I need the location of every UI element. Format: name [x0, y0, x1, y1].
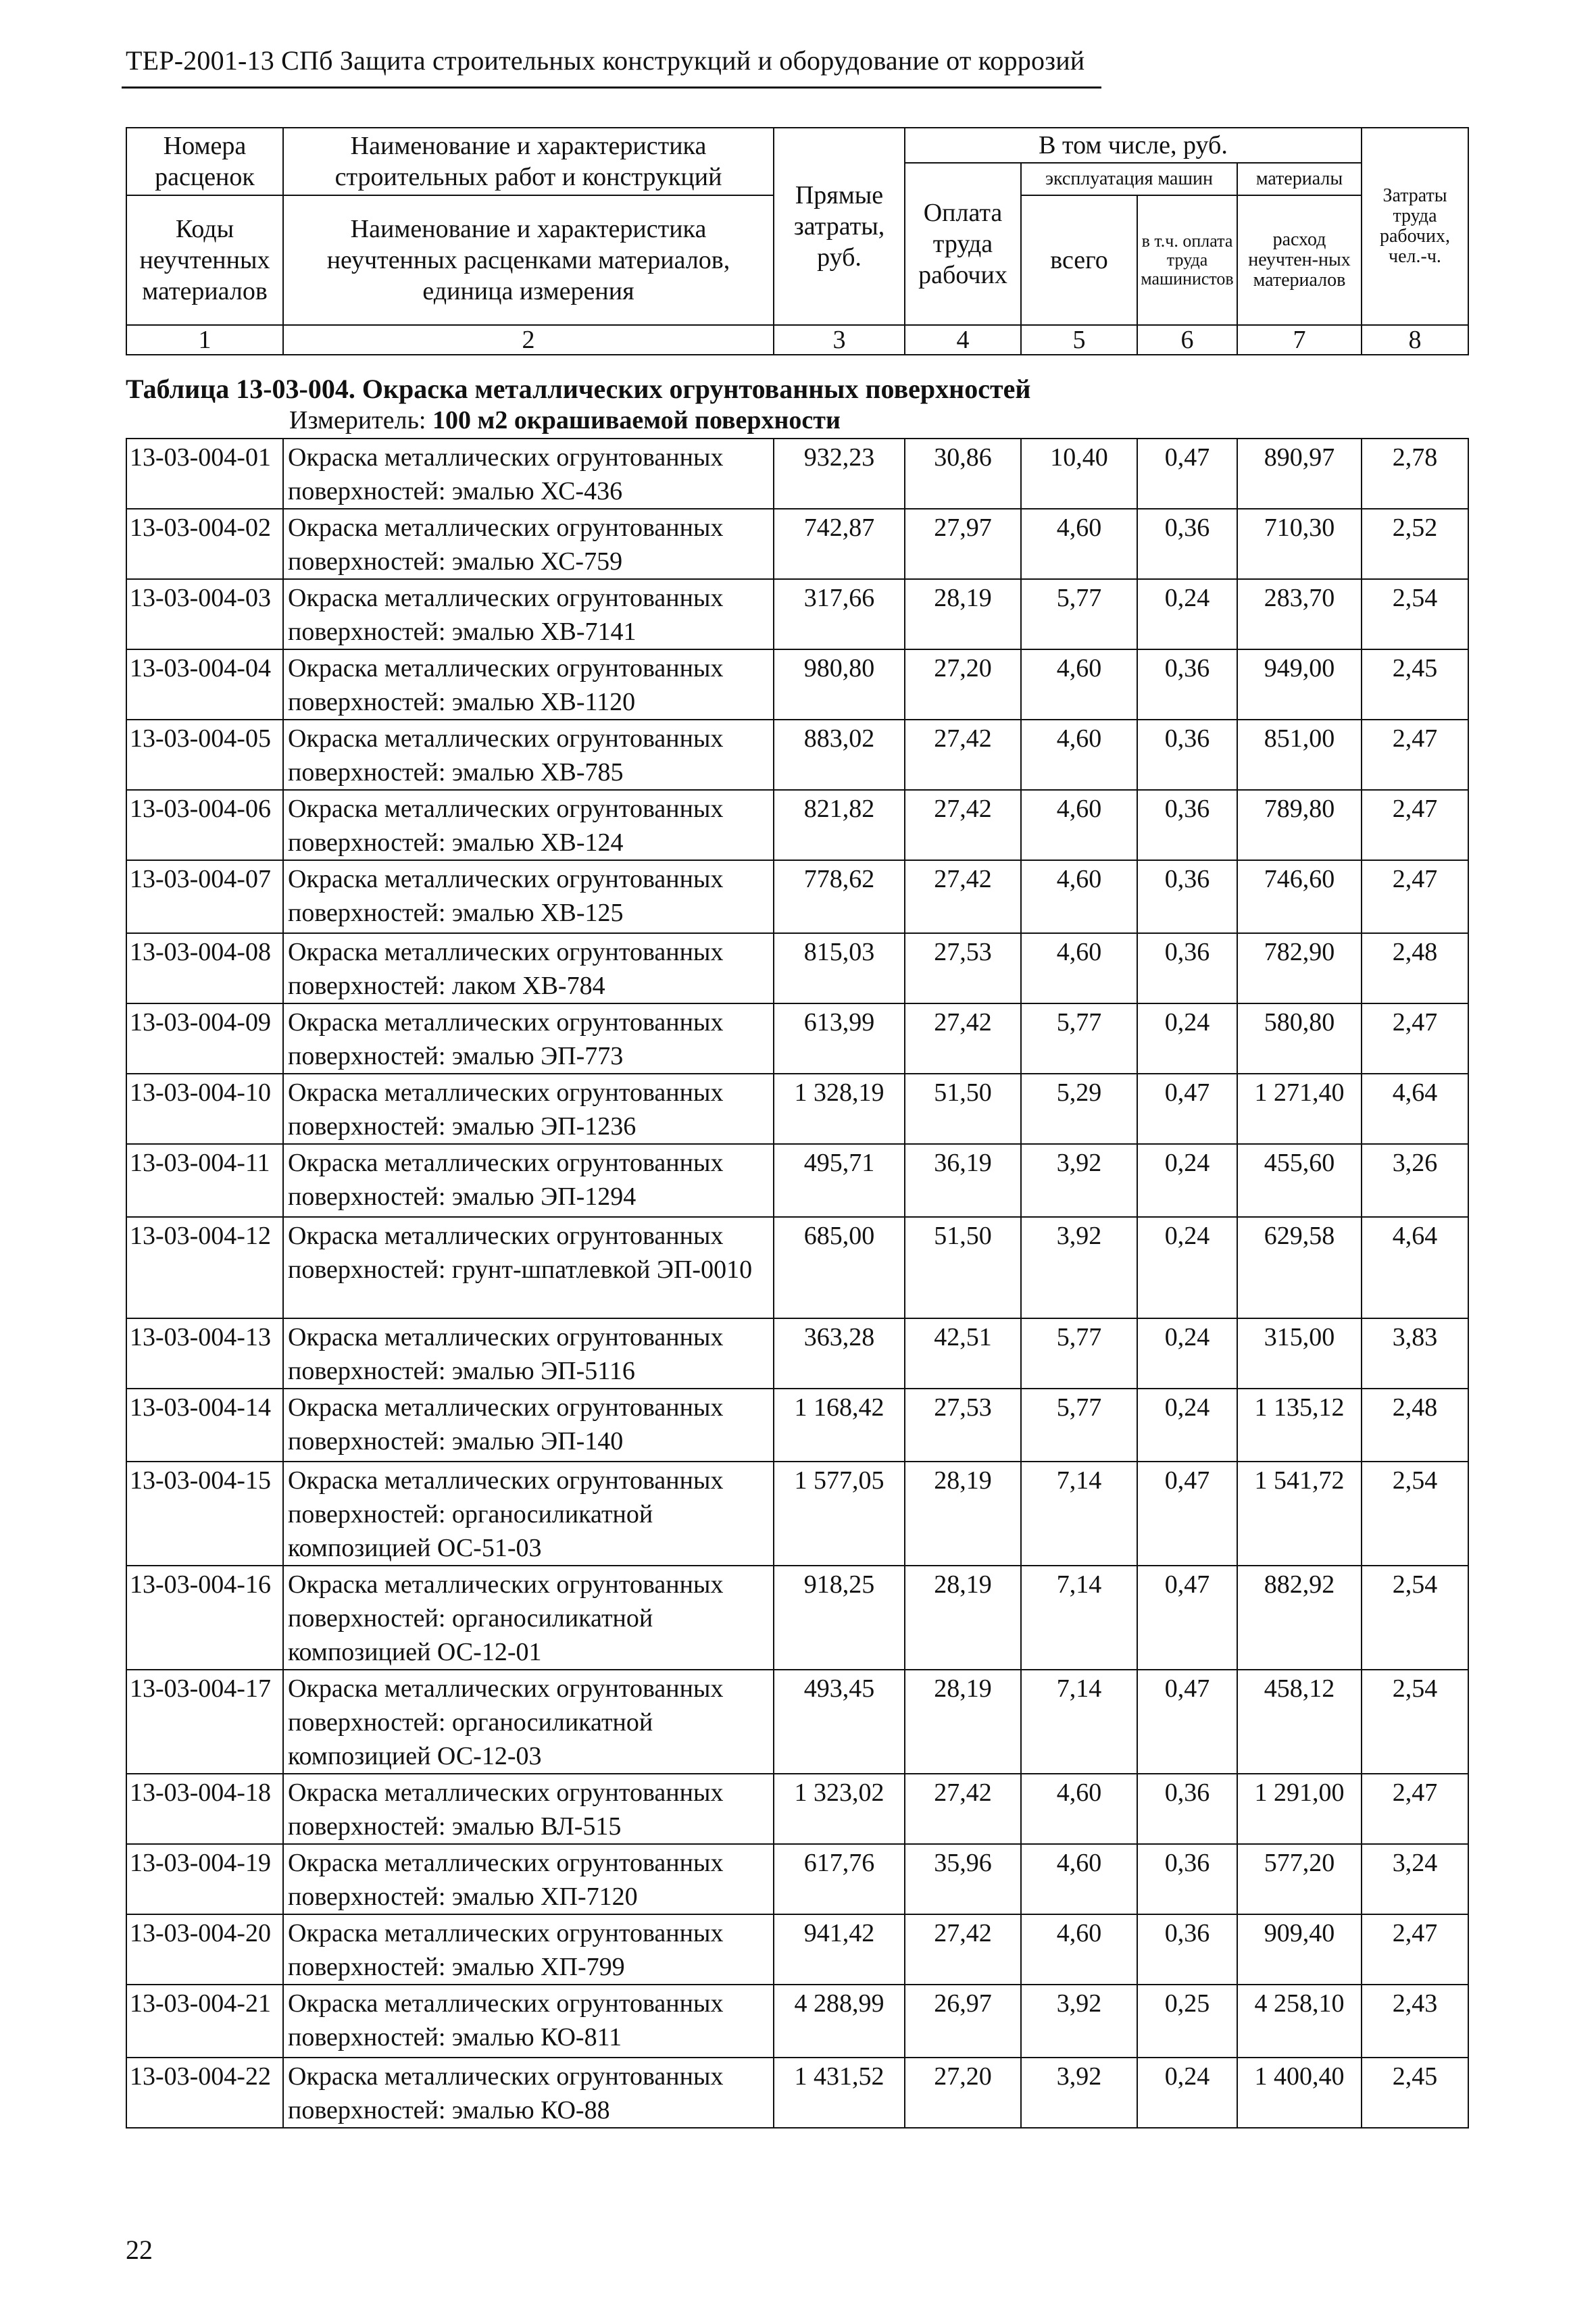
header-material-codes: Коды неучтенных материалов [126, 195, 283, 325]
table-row [126, 1566, 1468, 1670]
row-materials: 851,00 [1237, 720, 1362, 790]
row-materials: 949,00 [1237, 649, 1362, 720]
row-name: Окраска металлических огрунтованных поверхностей: эмалью ЭП-140 [283, 1389, 774, 1462]
row-worker-pay: 27,42 [905, 860, 1021, 933]
row-name: Окраска металлических огрунтованных поверхностей: эмалью КО-811 [283, 1985, 774, 2058]
table-title: Таблица 13-03-004. Окраска металлических огрунтованных поверхностей [126, 374, 1031, 404]
header-labor-hours: Затраты труда рабочих, чел.-ч. [1362, 128, 1468, 325]
row-materials: 890,97 [1237, 439, 1362, 509]
row-machinist-pay: 0,36 [1137, 1774, 1237, 1844]
row-worker-pay: 27,20 [905, 2058, 1021, 2128]
table-row [126, 439, 1468, 509]
col-number: 1 [126, 325, 283, 355]
row-machines-total: 4,60 [1021, 1844, 1137, 1914]
row-machinist-pay: 0,24 [1137, 1318, 1237, 1389]
row-machines-total: 3,92 [1021, 2058, 1137, 2128]
row-worker-pay: 27,20 [905, 649, 1021, 720]
row-direct-costs: 1 328,19 [774, 1074, 905, 1144]
table-row [126, 1217, 1468, 1318]
header-material-name: Наименование и характеристика неучтенных расценками материалов, единица измерения [283, 195, 774, 325]
row-materials: 746,60 [1237, 860, 1362, 933]
row-name: Окраска металлических огрунтованных поверхностей: эмалью ХВ-1120 [283, 649, 774, 720]
row-machinist-pay: 0,47 [1137, 1462, 1237, 1566]
row-materials: 1 271,40 [1237, 1074, 1362, 1144]
row-code: 13-03-004-21 [126, 1985, 283, 2058]
row-materials: 882,92 [1237, 1566, 1362, 1670]
measure-label: Измеритель: [289, 406, 432, 434]
header-machinist-pay: в т.ч. оплата труда машинистов [1137, 195, 1237, 325]
row-labor-hours: 2,52 [1362, 509, 1468, 579]
row-name: Окраска металлических огрунтованных поверхностей: эмалью ХС-436 [283, 439, 774, 509]
row-labor-hours: 2,48 [1362, 933, 1468, 1003]
row-labor-hours: 2,45 [1362, 2058, 1468, 2128]
row-labor-hours: 2,45 [1362, 649, 1468, 720]
row-machinist-pay: 0,24 [1137, 579, 1237, 649]
col-number: 6 [1137, 325, 1237, 355]
row-name: Окраска металлических огрунтованных поверхностей: эмалью ХВ-125 [283, 860, 774, 933]
row-materials: 1 541,72 [1237, 1462, 1362, 1566]
row-direct-costs: 493,45 [774, 1670, 905, 1774]
row-worker-pay: 28,19 [905, 1462, 1021, 1566]
row-machines-total: 5,77 [1021, 1003, 1137, 1074]
table-row [126, 720, 1468, 790]
row-code: 13-03-004-05 [126, 720, 283, 790]
row-code: 13-03-004-14 [126, 1389, 283, 1462]
row-machines-total: 7,14 [1021, 1670, 1137, 1774]
row-machines-total: 3,92 [1021, 1217, 1137, 1318]
row-machinist-pay: 0,47 [1137, 1566, 1237, 1670]
row-direct-costs: 1 431,52 [774, 2058, 905, 2128]
row-code: 13-03-004-13 [126, 1318, 283, 1389]
table-row [126, 1144, 1468, 1217]
row-direct-costs: 815,03 [774, 933, 905, 1003]
row-name: Окраска металлических огрунтованных поверхностей: эмалью ХВ-785 [283, 720, 774, 790]
row-worker-pay: 27,42 [905, 1003, 1021, 1074]
row-name: Окраска металлических огрунтованных поверхностей: эмалью ХВ-7141 [283, 579, 774, 649]
row-name: Окраска металлических огрунтованных поверхностей: эмалью ХП-799 [283, 1914, 774, 1985]
table-row [126, 1074, 1468, 1144]
row-materials: 580,80 [1237, 1003, 1362, 1074]
table-row [126, 1462, 1468, 1566]
row-machines-total: 4,60 [1021, 860, 1137, 933]
row-labor-hours: 2,47 [1362, 860, 1468, 933]
row-code: 13-03-004-18 [126, 1774, 283, 1844]
row-materials: 4 258,10 [1237, 1985, 1362, 2058]
row-direct-costs: 932,23 [774, 439, 905, 509]
row-labor-hours: 4,64 [1362, 1217, 1468, 1318]
table-row [126, 649, 1468, 720]
table-row [126, 1774, 1468, 1844]
table-row [126, 933, 1468, 1003]
row-worker-pay: 28,19 [905, 579, 1021, 649]
row-direct-costs: 613,99 [774, 1003, 905, 1074]
row-machines-total: 4,60 [1021, 1914, 1137, 1985]
row-materials: 458,12 [1237, 1670, 1362, 1774]
table-row [126, 790, 1468, 860]
row-worker-pay: 42,51 [905, 1318, 1021, 1389]
row-worker-pay: 30,86 [905, 439, 1021, 509]
row-labor-hours: 2,54 [1362, 1462, 1468, 1566]
col-number: 4 [905, 325, 1021, 355]
row-labor-hours: 3,83 [1362, 1318, 1468, 1389]
row-direct-costs: 980,80 [774, 649, 905, 720]
row-direct-costs: 685,00 [774, 1217, 905, 1318]
row-direct-costs: 617,76 [774, 1844, 905, 1914]
row-worker-pay: 27,42 [905, 720, 1021, 790]
row-direct-costs: 778,62 [774, 860, 905, 933]
row-name: Окраска металлических огрунтованных поверхностей: эмалью ЭП-1236 [283, 1074, 774, 1144]
row-machinist-pay: 0,24 [1137, 1144, 1237, 1217]
row-code: 13-03-004-07 [126, 860, 283, 933]
row-name: Окраска металлических огрунтованных поверхностей: органосиликатной композицией ОС-12-01 [283, 1566, 774, 1670]
row-worker-pay: 36,19 [905, 1144, 1021, 1217]
table-row [126, 1914, 1468, 1985]
row-labor-hours: 2,54 [1362, 1566, 1468, 1670]
row-name: Окраска металлических огрунтованных поверхностей: эмалью ЭП-773 [283, 1003, 774, 1074]
document-header: ТЕР-2001-13 СПб Защита строительных конструкций и оборудование от коррозий [126, 45, 1085, 76]
row-machinist-pay: 0,47 [1137, 1670, 1237, 1774]
row-machinist-pay: 0,47 [1137, 439, 1237, 509]
row-name: Окраска металлических огрунтованных поверхностей: органосиликатной композицией ОС-51-03 [283, 1462, 774, 1566]
row-direct-costs: 918,25 [774, 1566, 905, 1670]
header-machines-total: всего [1021, 195, 1137, 325]
col-number: 8 [1362, 325, 1468, 355]
row-name: Окраска металлических огрунтованных поверхностей: лаком ХВ-784 [283, 933, 774, 1003]
row-machinist-pay: 0,24 [1137, 1003, 1237, 1074]
row-direct-costs: 1 577,05 [774, 1462, 905, 1566]
row-labor-hours: 4,64 [1362, 1074, 1468, 1144]
row-direct-costs: 941,42 [774, 1914, 905, 1985]
row-direct-costs: 821,82 [774, 790, 905, 860]
row-direct-costs: 495,71 [774, 1144, 905, 1217]
row-machines-total: 4,60 [1021, 790, 1137, 860]
row-materials: 789,80 [1237, 790, 1362, 860]
row-name: Окраска металлических огрунтованных поверхностей: эмалью ХС-759 [283, 509, 774, 579]
row-worker-pay: 27,42 [905, 1914, 1021, 1985]
table-row [126, 1389, 1468, 1462]
row-worker-pay: 26,97 [905, 1985, 1021, 2058]
row-name: Окраска металлических огрунтованных поверхностей: эмалью ЭП-1294 [283, 1144, 774, 1217]
row-labor-hours: 2,54 [1362, 1670, 1468, 1774]
row-machines-total: 5,77 [1021, 579, 1137, 649]
table-row [126, 1318, 1468, 1389]
row-machines-total: 7,14 [1021, 1462, 1137, 1566]
row-machinist-pay: 0,25 [1137, 1985, 1237, 2058]
row-direct-costs: 1 323,02 [774, 1774, 905, 1844]
header-unaccounted-materials: расход неучтен-ных материалов [1237, 195, 1362, 325]
row-machines-total: 5,77 [1021, 1318, 1137, 1389]
table-row [126, 579, 1468, 649]
row-machinist-pay: 0,36 [1137, 933, 1237, 1003]
row-machinist-pay: 0,36 [1137, 509, 1237, 579]
row-materials: 782,90 [1237, 933, 1362, 1003]
row-materials: 577,20 [1237, 1844, 1362, 1914]
measure-value: 100 м2 окрашиваемой поверхности [432, 406, 841, 434]
row-materials: 1 400,40 [1237, 2058, 1362, 2128]
row-machines-total: 5,29 [1021, 1074, 1137, 1144]
row-name: Окраска металлических огрунтованных поверхностей: эмалью ЭП-5116 [283, 1318, 774, 1389]
row-materials: 710,30 [1237, 509, 1362, 579]
row-materials: 629,58 [1237, 1217, 1362, 1318]
header-rule [122, 86, 1101, 89]
row-machinist-pay: 0,36 [1137, 1844, 1237, 1914]
row-worker-pay: 27,97 [905, 509, 1021, 579]
row-materials: 1 135,12 [1237, 1389, 1362, 1462]
header-direct-costs: Прямые затраты, руб. [774, 128, 905, 325]
row-code: 13-03-004-22 [126, 2058, 283, 2128]
col-number: 3 [774, 325, 905, 355]
table-row [126, 860, 1468, 933]
row-machinist-pay: 0,47 [1137, 1074, 1237, 1144]
row-code: 13-03-004-19 [126, 1844, 283, 1914]
row-machinist-pay: 0,36 [1137, 1914, 1237, 1985]
row-worker-pay: 27,53 [905, 1389, 1021, 1462]
page-number: 22 [126, 2235, 153, 2265]
row-code: 13-03-004-08 [126, 933, 283, 1003]
row-worker-pay: 51,50 [905, 1217, 1021, 1318]
row-code: 13-03-004-01 [126, 439, 283, 509]
row-name: Окраска металлических огрунтованных поверхностей: органосиликатной композицией ОС-12-03 [283, 1670, 774, 1774]
row-labor-hours: 3,26 [1362, 1144, 1468, 1217]
row-code: 13-03-004-16 [126, 1566, 283, 1670]
header-machines: эксплуатация машин [1021, 163, 1237, 195]
row-code: 13-03-004-20 [126, 1914, 283, 1985]
row-code: 13-03-004-15 [126, 1462, 283, 1566]
row-machines-total: 4,60 [1021, 933, 1137, 1003]
row-code: 13-03-004-06 [126, 790, 283, 860]
row-machinist-pay: 0,24 [1137, 1217, 1237, 1318]
row-labor-hours: 2,47 [1362, 1774, 1468, 1844]
row-machines-total: 5,77 [1021, 1389, 1137, 1462]
row-labor-hours: 2,43 [1362, 1985, 1468, 2058]
header-rate-numbers: Номера расценок [126, 128, 283, 195]
row-machinist-pay: 0,24 [1137, 2058, 1237, 2128]
table-row [126, 1003, 1468, 1074]
table-measure [289, 405, 841, 435]
row-materials: 283,70 [1237, 579, 1362, 649]
table-row [126, 2058, 1468, 2128]
row-materials: 1 291,00 [1237, 1774, 1362, 1844]
row-direct-costs: 1 168,42 [774, 1389, 905, 1462]
row-machines-total: 7,14 [1021, 1566, 1137, 1670]
column-header-table [126, 127, 1469, 355]
row-machines-total: 4,60 [1021, 1774, 1137, 1844]
row-machinist-pay: 0,24 [1137, 1389, 1237, 1462]
row-code: 13-03-004-17 [126, 1670, 283, 1774]
row-direct-costs: 883,02 [774, 720, 905, 790]
row-worker-pay: 28,19 [905, 1566, 1021, 1670]
row-machinist-pay: 0,36 [1137, 720, 1237, 790]
row-code: 13-03-004-12 [126, 1217, 283, 1318]
row-machinist-pay: 0,36 [1137, 860, 1237, 933]
row-worker-pay: 51,50 [905, 1074, 1021, 1144]
row-code: 13-03-004-03 [126, 579, 283, 649]
row-code: 13-03-004-02 [126, 509, 283, 579]
row-labor-hours: 2,54 [1362, 579, 1468, 649]
row-code: 13-03-004-11 [126, 1144, 283, 1217]
table-row [126, 1670, 1468, 1774]
row-labor-hours: 2,47 [1362, 1914, 1468, 1985]
row-machines-total: 4,60 [1021, 649, 1137, 720]
row-machines-total: 4,60 [1021, 720, 1137, 790]
row-direct-costs: 363,28 [774, 1318, 905, 1389]
row-name: Окраска металлических огрунтованных поверхностей: грунт-шпатлевкой ЭП-0010 [283, 1217, 774, 1318]
header-materials: материалы [1237, 163, 1362, 195]
row-direct-costs: 317,66 [774, 579, 905, 649]
row-name: Окраска металлических огрунтованных поверхностей: эмалью КО-88 [283, 2058, 774, 2128]
row-materials: 315,00 [1237, 1318, 1362, 1389]
row-labor-hours: 2,47 [1362, 790, 1468, 860]
row-name: Окраска металлических огрунтованных поверхностей: эмалью ХП-7120 [283, 1844, 774, 1914]
row-direct-costs: 742,87 [774, 509, 905, 579]
row-materials: 455,60 [1237, 1144, 1362, 1217]
row-machinist-pay: 0,36 [1137, 649, 1237, 720]
row-worker-pay: 27,42 [905, 790, 1021, 860]
row-machinist-pay: 0,36 [1137, 790, 1237, 860]
row-labor-hours: 2,47 [1362, 720, 1468, 790]
row-machines-total: 3,92 [1021, 1985, 1137, 2058]
row-worker-pay: 35,96 [905, 1844, 1021, 1914]
row-worker-pay: 27,42 [905, 1774, 1021, 1844]
row-direct-costs: 4 288,99 [774, 1985, 905, 2058]
row-name: Окраска металлических огрунтованных поверхностей: эмалью ХВ-124 [283, 790, 774, 860]
row-machines-total: 3,92 [1021, 1144, 1137, 1217]
row-machines-total: 10,40 [1021, 439, 1137, 509]
rates-table [126, 438, 1469, 2129]
row-code: 13-03-004-04 [126, 649, 283, 720]
table-row [126, 1985, 1468, 2058]
row-labor-hours: 2,78 [1362, 439, 1468, 509]
row-labor-hours: 2,48 [1362, 1389, 1468, 1462]
col-number: 2 [283, 325, 774, 355]
table-row [126, 1844, 1468, 1914]
col-number: 5 [1021, 325, 1137, 355]
table-row [126, 509, 1468, 579]
header-including: В том числе, руб. [905, 128, 1362, 163]
row-code: 13-03-004-10 [126, 1074, 283, 1144]
row-labor-hours: 3,24 [1362, 1844, 1468, 1914]
header-work-name: Наименование и характеристика строительных работ и конструкций [283, 128, 774, 195]
row-code: 13-03-004-09 [126, 1003, 283, 1074]
col-number: 7 [1237, 325, 1362, 355]
row-materials: 909,40 [1237, 1914, 1362, 1985]
row-name: Окраска металлических огрунтованных поверхностей: эмалью ВЛ-515 [283, 1774, 774, 1844]
row-labor-hours: 2,47 [1362, 1003, 1468, 1074]
header-worker-pay: Оплата труда рабочих [905, 163, 1021, 325]
row-worker-pay: 28,19 [905, 1670, 1021, 1774]
row-worker-pay: 27,53 [905, 933, 1021, 1003]
row-machines-total: 4,60 [1021, 509, 1137, 579]
